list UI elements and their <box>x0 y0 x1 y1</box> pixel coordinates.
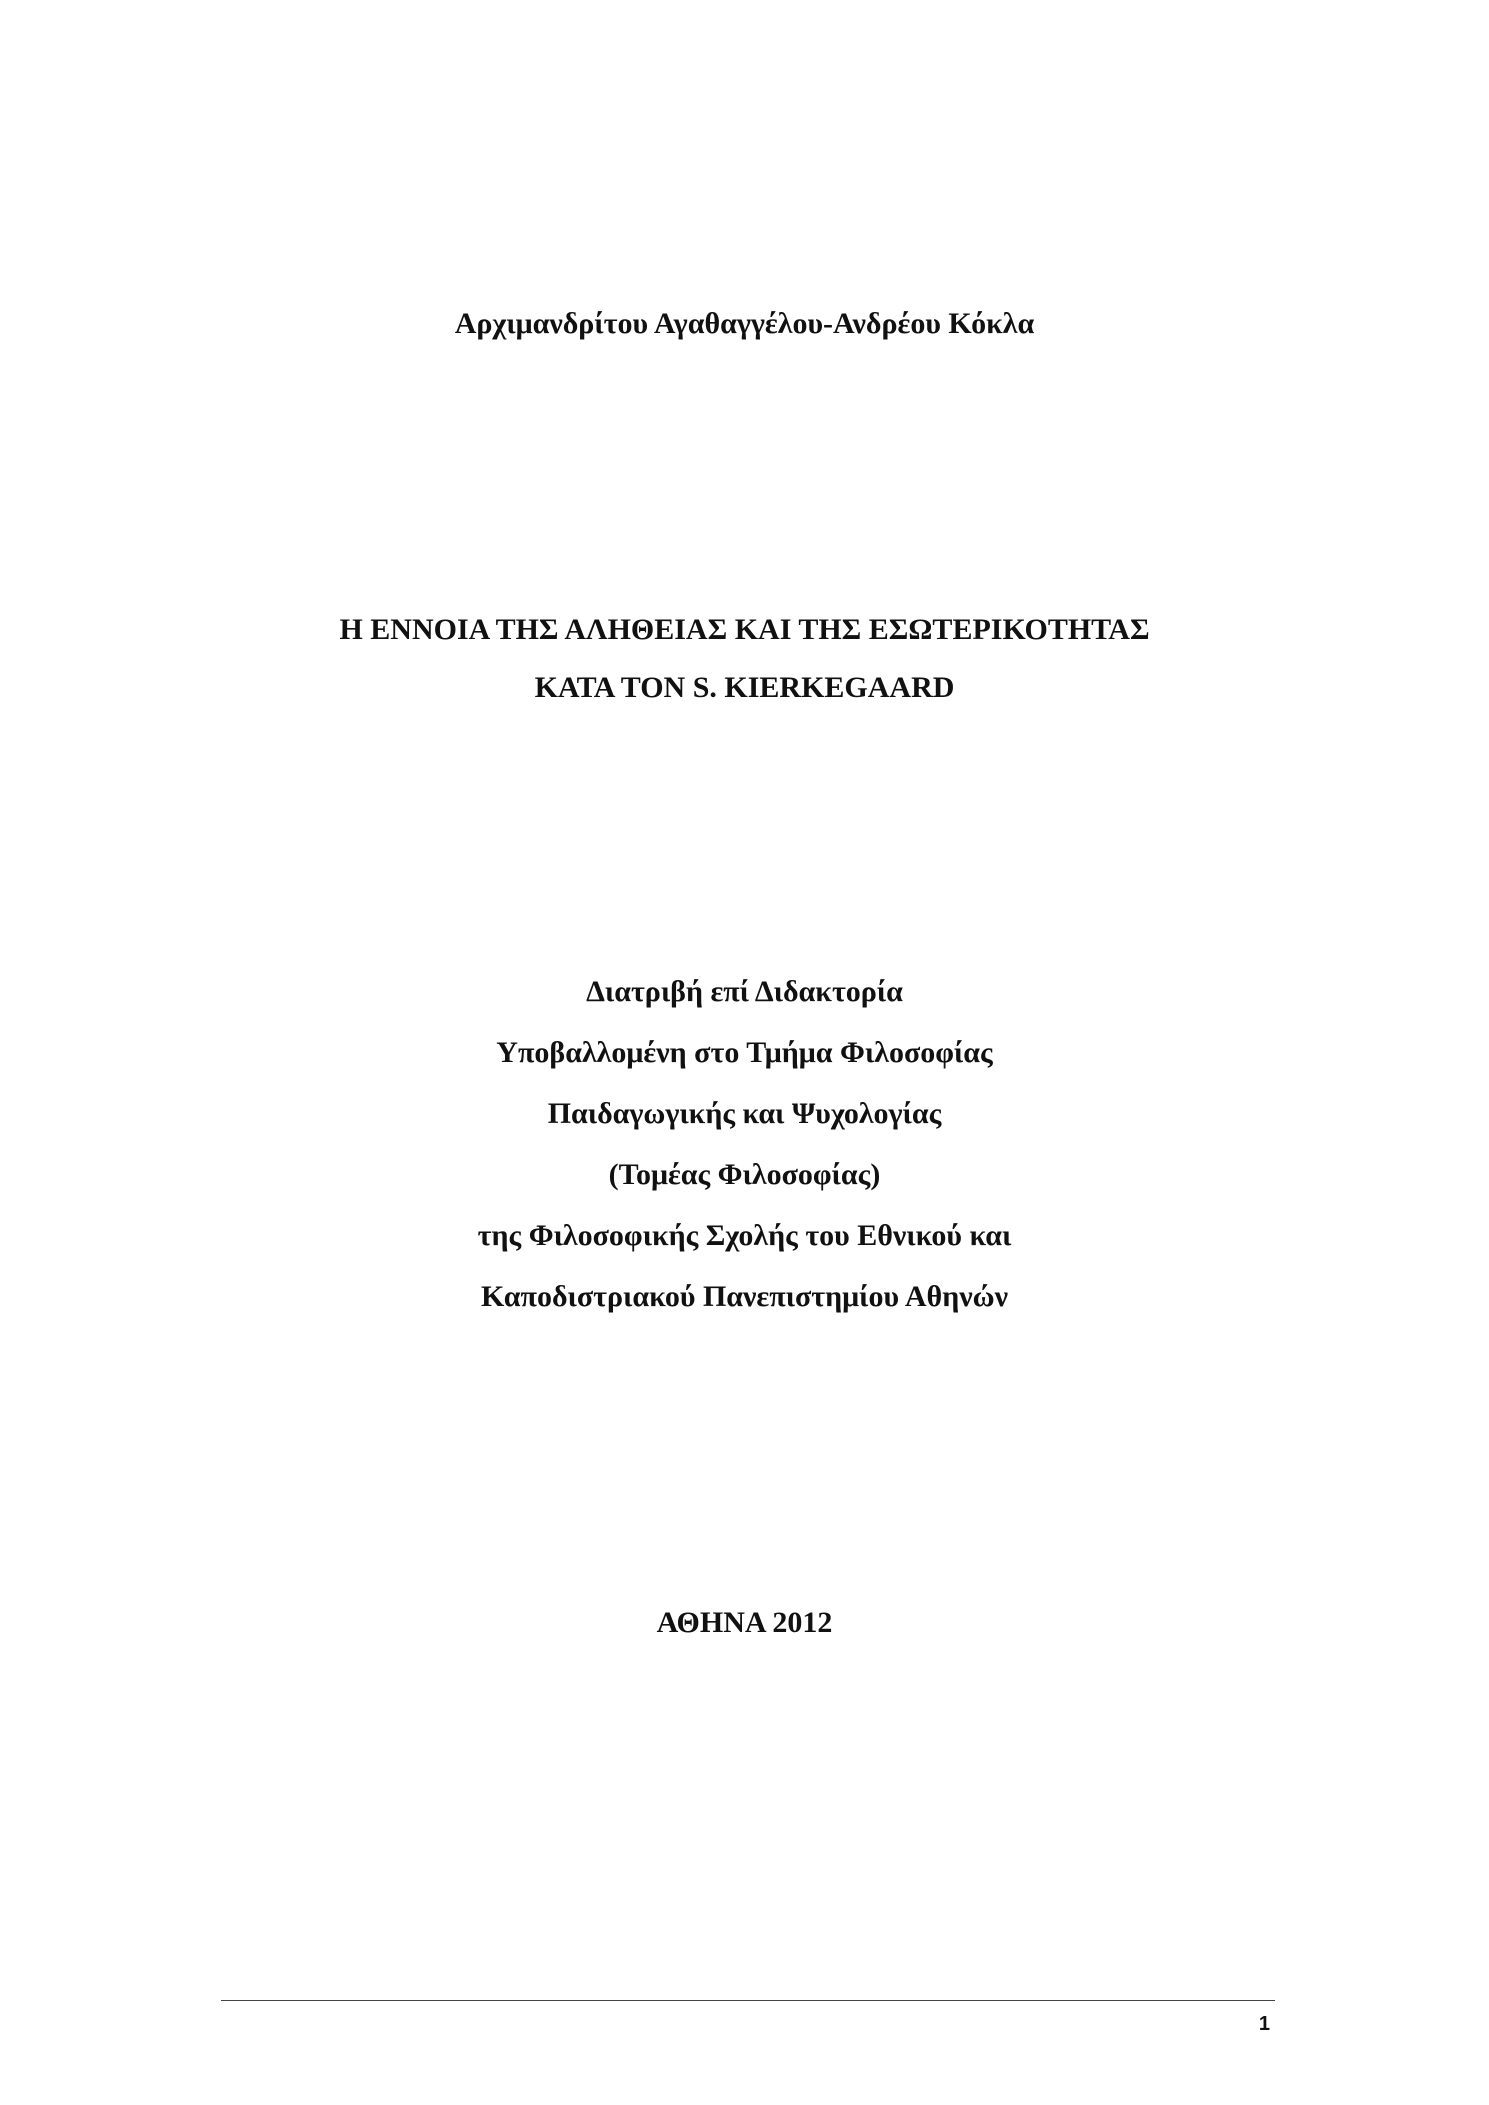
footer-divider <box>221 2000 1275 2001</box>
thesis-title-line-1: Η ΕΝΝΟΙΑ ΤΗΣ ΑΛΗΘΕΙΑΣ ΚΑΙ ΤΗΣ ΕΣΩΤΕΡΙΚΟΤΗΤΑΣ <box>339 613 1150 646</box>
thesis-title-line-2: ΚΑΤΑ ΤΟΝ S. KIERKEGAARD <box>534 671 955 704</box>
place-year: ΑΘΗΝΑ 2012 <box>656 1606 833 1639</box>
submission-line-4: (Τομέας Φιλοσοφίας) <box>608 1158 881 1191</box>
submission-line-3: Παιδαγωγικής και Ψυχολογίας <box>547 1097 942 1130</box>
page-number: 1 <box>1258 2013 1270 2035</box>
submission-line-6: Καποδιστριακού Πανεπιστημίου Αθηνών <box>481 1280 1008 1313</box>
submission-line-2: Υποβαλλομένη στο Τμήμα Φιλοσοφίας <box>496 1036 993 1069</box>
submission-line-5: της Φιλοσοφικής Σχολής του Εθνικού και <box>477 1219 1012 1252</box>
submission-line-1: Διατριβή επί Διδακτορία <box>586 975 903 1008</box>
author-line: Αρχιμανδρίτου Αγαθαγγέλου-Ανδρέου Κόκλα <box>454 307 1035 340</box>
